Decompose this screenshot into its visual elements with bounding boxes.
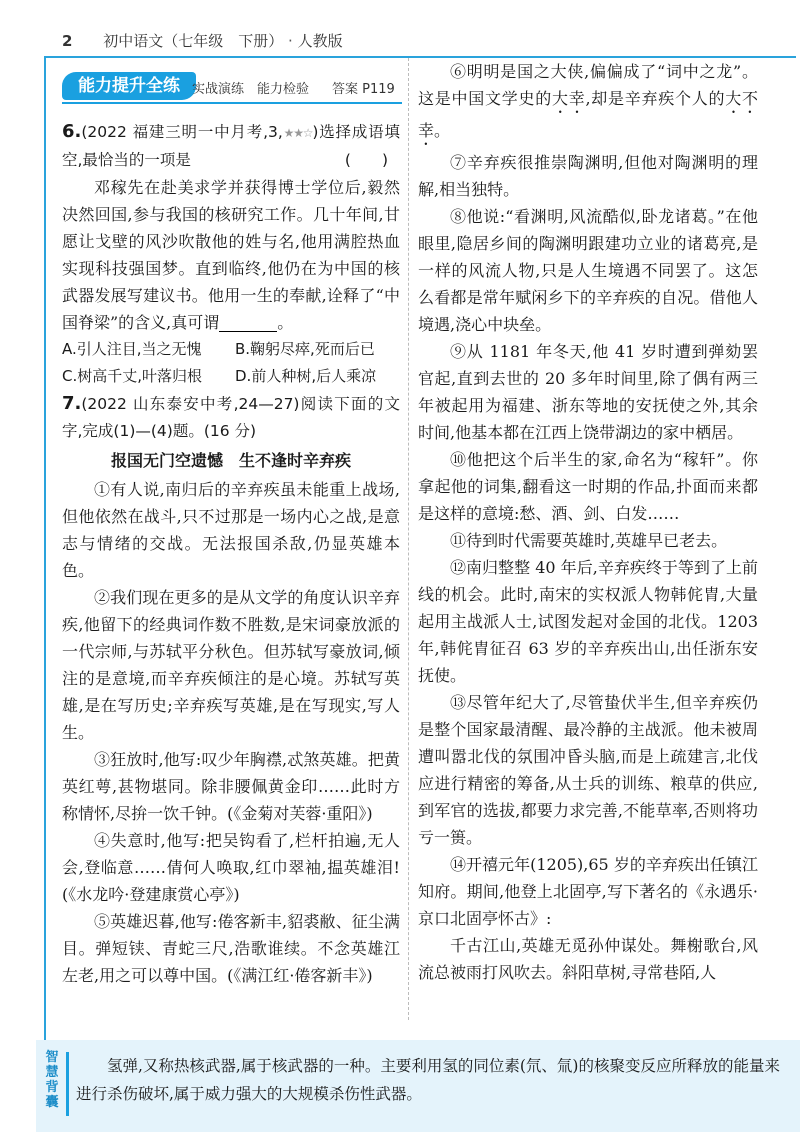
page-number: 2 xyxy=(62,32,73,50)
paragraph-4: ④失意时,他写:把吴钩看了,栏杆拍遍,无人会,登临意……倩何人唤取,红巾翠袖,揾英雄泪!(《水龙吟·登建康赏心亭》) xyxy=(62,831,400,904)
knowledge-box-bar xyxy=(66,1052,69,1116)
paragraph-3: ③狂放时,他写:叹少年胸襟,忒煞英雄。把黄英红萼,甚物堪同。除非腰佩黄金印……此时方称情怀,尽拚一饮千钟。(《金菊对芙蓉·重阳》) xyxy=(62,750,400,823)
question-6-source: (2022 福建三明一中月考,3, xyxy=(81,123,283,141)
knowledge-box xyxy=(36,1040,800,1132)
paragraph-1: ①有人说,南归后的辛弃疾虽未能重上战场,但他依然在战斗,只不过那是一场内心之战,是意志与情绪的交战。无法报国杀敌,仍显英雄本色。 xyxy=(62,480,400,580)
paragraph-10: ⑩他把这个后半生的家,命名为“稼轩”。你拿起他的词集,翻看这一时期的作品,扑面而来都是这样的意境:愁、酒、剑、白发…… xyxy=(418,450,758,523)
book-title: 初中语文（七年级 下册） xyxy=(103,32,284,50)
paragraph-14: ⑭开禧元年(1205),65 岁的辛弃疾出任镇江知府。期间,他登上北固亭,写下著名的《永遇乐·京口北固亭怀古》: xyxy=(418,855,758,928)
emphasis-dabuxing: 大不幸 xyxy=(418,89,758,140)
knowledge-box-text: 氢弹,又称热核武器,属于核武器的一种。主要利用氢的同位素(氘、氚)的核聚变反应所释放的能量来进行杀伤破坏,属于威力强大的大规模杀伤性武器。 xyxy=(76,1057,780,1103)
question-7-number: 7. xyxy=(62,393,82,414)
answer-paren: ( ) xyxy=(344,151,388,169)
emphasis-daxing: 大幸 xyxy=(551,89,586,108)
column-divider xyxy=(408,58,409,1020)
section-badge: 能力提升全练 xyxy=(62,72,196,100)
paragraph-11: ⑪待到时代需要英雄时,英雄早已老去。 xyxy=(450,531,728,550)
article-title: 报国无门空遗憾 生不逢时辛弃疾 xyxy=(110,451,351,470)
option-b[interactable]: B.鞠躬尽瘁,死而后已 xyxy=(235,340,375,358)
question-7-intro: (2022 山东泰安中考,24—27)阅读下面的文字,完成(1)—(4)题。(16 分) xyxy=(62,395,400,440)
answer-reference: 答案 P119 xyxy=(332,82,395,97)
paragraph-9: ⑨从 1181 年冬天,他 41 岁时遭到弹劾罢官起,直到去世的 20 多年时间里,除了偶有两三年被起用为福建、浙东等地的安抚使之外,其余时间,他基本都在江西上饶带湖边的家中栖居。 xyxy=(418,342,758,442)
option-a[interactable]: A.引人注目,当之无愧 xyxy=(62,340,202,358)
paragraph-2: ②我们现在更多的是从文学的角度认识辛弃疾,他留下的经典词作数不胜数,是宋词豪放派的一代宗师,与苏轼平分秋色。但苏轼写豪放词,倾注的是意境,而辛弃疾倾注的是心境。苏轼写英雄,是在写历史;辛弃疾写英雄,是在写现实,写人生。 xyxy=(62,588,400,742)
paragraph-13: ⑬尽管年纪大了,尽管蛰伏半生,但辛弃疾仍是整个国家最清醒、最冷静的主战派。他未被周遭叫嚣北伐的氛围冲昏头脑,而是上疏建言,北伐应进行精密的筹备,从士兵的训练、粮草的供应,到军官的选拔,都要力求完善,不能草率,否则将功亏一篑。 xyxy=(418,693,758,847)
left-column xyxy=(62,118,400,989)
question-7 xyxy=(62,390,400,445)
page-header xyxy=(62,30,343,51)
option-d[interactable]: D.前人种树,后人乘凉 xyxy=(235,367,377,385)
fill-blank[interactable] xyxy=(219,315,277,332)
section-banner xyxy=(62,70,402,104)
paragraph-7: ⑦辛弃疾很推崇陶渊明,但他对陶渊明的理解,相当独特。 xyxy=(418,153,758,199)
paragraph-6: ⑥明明是国之大侠,偏偏成了“词中之龙”。这是中国文学史的大幸,却是辛弃疾个人的大不幸。 xyxy=(418,62,758,140)
question-6-passage: 邓稼先在赴美求学并获得博士学位后,毅然决然回国,参与我国的核研究工作。几十年间,甘愿让戈壁的风沙吹散他的姓与名,他用满腔热血实现科技强国梦。直到临终,他仍在为中国的核武器发展写建议书。他用一生的奉献,诠释了“中国脊梁”的含义,真可谓 。 xyxy=(62,178,400,332)
difficulty-star-icon: ★★☆ xyxy=(282,126,313,140)
option-c[interactable]: C.树高千丈,叶落归根 xyxy=(62,367,203,385)
edition: 人教版 xyxy=(297,32,343,50)
knowledge-box-label: 智慧背囊 xyxy=(45,1050,59,1110)
paragraph-12: ⑫南归整整 40 年后,辛弃疾终于等到了上前线的机会。此时,南宋的实权派人物韩侂胄,大量起用主战派人士,试图发起对金国的北伐。1203 年,韩侂胄征召 63 岁的辛弃疾出山,出任浙东安抚使。 xyxy=(418,558,758,685)
question-6-number: 6. xyxy=(62,121,82,142)
header-dot: · xyxy=(288,32,293,50)
question-6 xyxy=(62,118,400,174)
question-6-prompt: )选择成语填空,最恰当的一项是 xyxy=(62,123,400,169)
paragraph-8: ⑧他说:“看渊明,风流酷似,卧龙诸葛。”在他眼里,隐居乡间的陶渊明跟建功立业的诸葛亮,是一样的风流人物,只是人生境遇不同罢了。这怎么看都是常年赋闲乡下的辛弃疾的自况。借他人境遇,浇心中块垒。 xyxy=(418,207,758,334)
right-column xyxy=(418,58,758,986)
banner-underline xyxy=(62,102,402,104)
question-6-options xyxy=(62,336,400,390)
paragraph-5: ⑤英雄迟暮,他写:倦客新丰,貂裘敝、征尘满目。弹短铗、青蛇三尺,浩歌谁续。不念英雄江左老,用之可以尊中国。(《满江红·倦客新丰》) xyxy=(62,912,400,985)
section-subtitle: 实战演练 能力检验 xyxy=(192,82,310,97)
poem-excerpt: 千古江山,英雄无觅孙仲谋处。舞榭歌台,风流总被雨打风吹去。斜阳草树,寻常巷陌,人 xyxy=(418,936,758,982)
